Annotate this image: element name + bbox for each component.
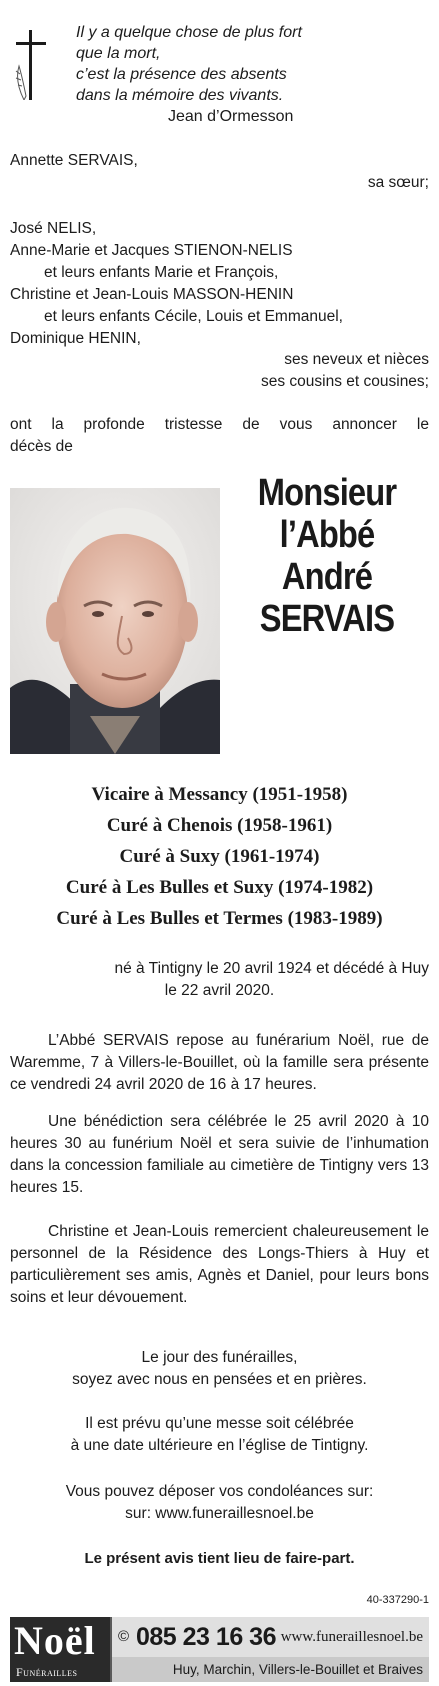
relation-nephews: ses neveux et nièces bbox=[284, 351, 429, 368]
family-member: Christine et Jean-Louis MASSON-HENIN bbox=[10, 286, 294, 303]
phone-number: 085 23 16 36 bbox=[136, 1623, 276, 1651]
closing-line-2: soyez avec nous en pensées et en prières. bbox=[72, 1371, 367, 1388]
website-text: www.funeraillesnoel.be bbox=[280, 1629, 423, 1645]
condolences-line-2: sur: www.funeraillesnoel.be bbox=[125, 1505, 314, 1522]
birth-line-2: le 22 avril 2020. bbox=[164, 982, 275, 999]
deceased-name bbox=[222, 472, 432, 640]
career-item: Vicaire à Messancy (1951-1958) bbox=[91, 784, 348, 805]
announcement-line-1: ont la profonde tristesse de vous annoncer le bbox=[10, 416, 429, 433]
quote-line-1: Il y a quelque chose de plus fort bbox=[76, 24, 302, 41]
family-member: Dominique HENIN, bbox=[10, 330, 141, 347]
family-member: José NELIS, bbox=[10, 220, 97, 237]
deceased-name-line: SERVAIS bbox=[259, 598, 395, 640]
locations-bar bbox=[112, 1657, 429, 1682]
career-item: Curé à Les Bulles et Suxy (1974-1982) bbox=[65, 877, 374, 898]
condolences-line-1: Vous pouvez déposer vos condoléances sur: bbox=[65, 1483, 374, 1500]
portrait-photo bbox=[10, 488, 220, 754]
career-item: Curé à Suxy (1961-1974) bbox=[119, 846, 320, 867]
noel-logo bbox=[10, 1617, 110, 1682]
family-member: Anne-Marie et Jacques STIENON-NELIS bbox=[10, 242, 293, 259]
phone-bar bbox=[112, 1617, 429, 1657]
announcement-line-2: décès de bbox=[10, 438, 73, 455]
relation-cousins: ses cousins et cousines; bbox=[260, 373, 429, 390]
logo-sub: Funérailles bbox=[16, 1665, 78, 1679]
career-item: Curé à Les Bulles et Termes (1983-1989) bbox=[56, 908, 383, 929]
thanks-paragraph: Christine et Jean-Louis remercient chaleureusement le personnel de la Résidence des Longs-Thiers à Huy et particulièrement ses amis, Agnès et Daniel, pour leurs bons soins et leur dévouement. bbox=[10, 1223, 429, 1306]
reference-number: 40-337290-1 bbox=[366, 1594, 429, 1606]
cross-icon bbox=[10, 30, 50, 100]
quote-line-4: dans la mémoire des vivants. bbox=[76, 87, 284, 104]
career-list bbox=[0, 779, 439, 934]
quote-line-2: que la mort, bbox=[76, 45, 161, 62]
locations-text: Huy, Marchin, Villers-le-Bouillet et Braives bbox=[172, 1662, 423, 1677]
family-member: et leurs enfants Marie et François, bbox=[44, 264, 279, 281]
phone-icon: © bbox=[118, 1628, 130, 1645]
closing-line-1: Le jour des funérailles, bbox=[141, 1349, 298, 1366]
blessing-paragraph: Une bénédiction sera célébrée le 25 avril 2020 à 10 heures 30 au funérium Noël et sera suivie de l’inhumation dans la concession familiale au cimetière de Tintigny vers 13 heures 15. bbox=[10, 1113, 429, 1196]
sister-relation: sa sœur; bbox=[367, 174, 429, 191]
logo-name: Noël bbox=[14, 1618, 96, 1663]
career-item: Curé à Chenois (1958-1961) bbox=[106, 815, 333, 836]
quote-line-3: c’est la présence des absents bbox=[76, 66, 287, 83]
rest-paragraph: L’Abbé SERVAIS repose au funérarium Noël, rue de Waremme, 7 à Villers-le-Bouillet, où la famille sera présente ce vendredi 24 avril 2020 de 16 à 17 heures. bbox=[10, 1032, 429, 1093]
deceased-name-line: Monsieur bbox=[257, 472, 397, 514]
birth-line-1: né à Tintigny le 20 avril 1924 et décédé à Huy bbox=[114, 960, 429, 977]
deceased-name-line: l’Abbé bbox=[279, 514, 375, 556]
notice-text: Le présent avis tient lieu de faire-part. bbox=[84, 1550, 355, 1567]
mass-line-1: Il est prévu qu’une messe soit célébrée bbox=[85, 1415, 354, 1432]
quote-author: Jean d’Ormesson bbox=[168, 108, 294, 125]
family-member: et leurs enfants Cécile, Louis et Emmanuel, bbox=[44, 308, 343, 325]
deceased-name-line: André bbox=[281, 556, 373, 598]
sister-name: Annette SERVAIS, bbox=[10, 152, 138, 169]
funeral-home-banner bbox=[10, 1617, 429, 1682]
mass-line-2: à une date ultérieure en l’église de Tintigny. bbox=[70, 1437, 369, 1454]
